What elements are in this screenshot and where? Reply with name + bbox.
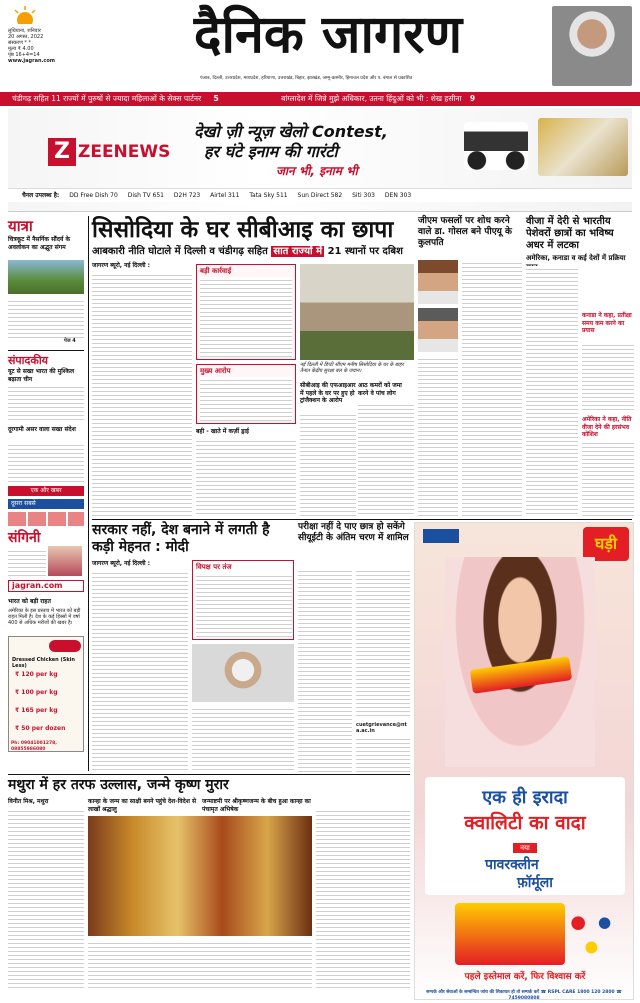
- lead-box-3-body: [196, 438, 296, 516]
- edition-label: संस्करण * *: [8, 40, 32, 46]
- editorial-title: संपादकीय: [8, 350, 84, 368]
- mathura-cap-2: जन्माष्टमी पर श्रीकृष्णजन्म के बीच हुआ कान्हा का पंचामृत अभिषेक: [202, 798, 311, 813]
- ghadi-new-tag: नया: [513, 843, 537, 853]
- teaser-left[interactable]: चंडीगढ़ सहित 11 राज्यों में पुरुषों से ज्यादा महिलाओं के सेक्स पार्टनर: [12, 94, 202, 103]
- chicken-ad-phone: Ph: 09041001278, 08855986080: [11, 741, 58, 752]
- bharat-body: अमेरिका के इस प्रस्ताव में भारत को बड़ी राहत मिली है। देश के कई हिस्सों में वर्षा 400 से अधिक मरीजों की खबर है।: [8, 608, 81, 626]
- editorial-item-1[interactable]: यूट से सख्त भारत की मुश्किल बढ़ाता चीन: [8, 368, 75, 383]
- ghadi-feature-icons: [565, 907, 631, 961]
- modi-body-2: [192, 706, 294, 772]
- visa-deck: अमेरिका, कनाडा व कई देशों में प्रक्रिया: [526, 254, 626, 262]
- visa-story[interactable]: [526, 216, 634, 516]
- ghadi-footer: पहले इस्तेमाल करें, फिर विश्वास करें: [464, 972, 586, 982]
- lead-deck: [92, 245, 414, 258]
- modi-body: [92, 570, 188, 772]
- venky-logo: [49, 640, 81, 652]
- ghadi-care-strip: सम्पर्क और सेवाओं के सम्बन्धित जांच की शिकायत हो तो सम्पर्क करें ☎ RSPL CARE 1800 120 2800 ☎ 7459080808: [426, 990, 622, 1001]
- modi-headline: सरकार नहीं, देश बनाने में लगती है कड़ी मेहनत : मोदी: [92, 522, 270, 555]
- channel-dish: Dish TV 651: [127, 192, 164, 199]
- yatra-subtitle[interactable]: चित्रकूट में नैसर्गिक सौंदर्य के अवलोकन का अद्भुत संगम: [8, 236, 71, 251]
- lead-deck-end: 21 स्थानों पर दबिश: [327, 246, 403, 257]
- teaser-left-page: 5: [213, 94, 219, 103]
- sun-logo-icon: [12, 6, 38, 24]
- yatra-title: यात्रा: [8, 217, 33, 235]
- masthead: [0, 0, 640, 90]
- modi-byline: जागरण ब्यूरो, नई दिल्ली :: [92, 560, 151, 567]
- gosal-story[interactable]: [418, 216, 522, 516]
- yatra-photo: [8, 260, 84, 294]
- dateline-city: लुधियाना, शनिवार: [8, 28, 41, 34]
- editorial-item-2[interactable]: दूरगामी असर वाला सख्त संदेश: [8, 426, 76, 433]
- chicken-price-2: ₹ 100 per kg: [15, 689, 58, 696]
- teaser-bar: [0, 92, 640, 106]
- modi-story[interactable]: [92, 522, 294, 772]
- teaser-right[interactable]: बांग्लादेश में जिन्ने मुझे अधिकार, उतना हिंदुओं को भी : शेख हसीना: [281, 94, 462, 103]
- price-label: मूल्य ₹ 4.00: [8, 46, 34, 52]
- ghadi-line2: क्वालिटी का वादा: [464, 812, 586, 834]
- left-column: [8, 216, 84, 771]
- section-rule-low: [8, 774, 410, 775]
- promo-tag: एक और खबर: [8, 486, 84, 496]
- sangini-photo: [48, 546, 82, 576]
- visa-body: [526, 266, 578, 516]
- exam-link[interactable]: cuetgrievance@nta.ac.in: [356, 722, 407, 734]
- mathura-story[interactable]: [8, 776, 410, 988]
- chicken-price-4: ₹ 50 per dozen: [15, 725, 66, 732]
- exam-story[interactable]: [298, 522, 410, 772]
- lead-photo-caption: नई दिल्ली में डिप्टी सीएम मनीष सिसोदिया के घर के बाहर तैनात केंद्रीय सुरक्षा बल के जवान।: [300, 362, 404, 374]
- zee-line1: देखो ज़ी न्यूज़ खेलो Contest,: [194, 122, 388, 141]
- zee-line3: जान भी, इनाम भी: [276, 164, 358, 178]
- channel-den: DEN 303: [384, 192, 412, 199]
- channel-tata: Tata Sky 511: [249, 192, 288, 199]
- masthead-states: पंजाब, दिल्ली, उत्तरप्रदेश, मध्यप्रदेश, हरियाणा, उत्तराखंड, बिहार, झारखंड, जम्मू-कश्मीर, हिमाचल प्रदेश और प. बंगाल से प्रकाशित: [200, 76, 413, 81]
- ghadi-detergent-ad[interactable]: [414, 522, 634, 1000]
- lead-box: [196, 264, 296, 360]
- lead-box-2-body: [200, 377, 292, 421]
- prize-items-image: [538, 118, 628, 176]
- lead-box-body: [200, 277, 292, 357]
- lead-box-2-title: मुख्य आरोप: [200, 367, 231, 375]
- lead-box-3-title: बही - खाते में कर्ज़ी ड्राई: [196, 428, 249, 435]
- mathura-body-3: [316, 808, 410, 988]
- zee-news-ad[interactable]: [8, 108, 632, 212]
- lead-sub-1-body: [300, 412, 356, 516]
- sangini-list: [8, 548, 46, 576]
- channel-siti: Siti 303: [352, 192, 375, 199]
- section-rule-mid: [92, 519, 632, 520]
- yatra-page: पेज 4: [64, 338, 76, 344]
- lead-sub-2[interactable]: आठ कमरों को जमा करने वे पांच लोग: [358, 382, 402, 397]
- zee-logo: [48, 132, 171, 176]
- lead-story[interactable]: [92, 216, 414, 516]
- lead-deck-highlight: सात राज्यों में: [273, 246, 323, 257]
- column-rule-left: [88, 216, 89, 771]
- gosal-headline: जीएम फसलों पर शोध करने वाले डा. गोसल बने पीएयू के कुलपति: [418, 216, 512, 248]
- exam-body: [298, 568, 352, 772]
- ghadi-line3: पावरक्लीन: [485, 857, 539, 873]
- ghadi-slogan-box: [425, 777, 625, 895]
- lead-sub-2-body: [358, 402, 414, 516]
- website-link[interactable]: www.jagran.com: [8, 58, 56, 64]
- visa-side-1-body: [582, 342, 634, 412]
- chicken-ad-title: Dressed Chicken (Skin Less): [12, 657, 75, 669]
- channel-d2h: D2H 723: [173, 192, 201, 199]
- modi-box-body: [196, 573, 292, 637]
- mathura-headline: मथुरा में हर तरफ उल्लास, जन्मे कृष्ण मुरार: [8, 777, 229, 793]
- exam-body-3: [356, 736, 410, 772]
- visa-side-2[interactable]: अमेरिका ने कहा, नीति वीजा देने की हरसंभव कोशिश: [582, 416, 632, 438]
- zee-brand: ZEENEWS: [78, 142, 171, 162]
- hasina-photo: [552, 6, 632, 86]
- lead-photo: [300, 264, 414, 360]
- visa-side-2-body: [582, 440, 634, 516]
- lead-body-col1: [92, 272, 192, 516]
- lead-box-title: बड़ी कार्रवाई: [200, 267, 232, 275]
- channel-sun: Sun Direct 582: [297, 192, 343, 199]
- mathura-byline: विनीत मिश्र, मथुरा: [8, 798, 49, 805]
- zee-line2: हर घंटे इनाम की गारंटी: [204, 142, 338, 161]
- lead-deck-text: आबकारी नीति घोटाले में दिल्ली व चंडीगढ़ सहित: [92, 246, 268, 257]
- editorial-body-2: [8, 442, 84, 482]
- modi-box-title: विपक्ष पर तंज: [196, 563, 232, 571]
- jagran-site[interactable]: jagran.com: [8, 580, 84, 592]
- chicken-price-1: ₹ 120 per kg: [15, 671, 58, 678]
- visa-side-1[interactable]: कनाडा ने कहा, प्रतीक्षा समय कम करने का प्रयास: [582, 312, 632, 334]
- exam-body-2: [356, 568, 410, 718]
- promo-lines: [8, 512, 84, 526]
- lead-sub-1[interactable]: सीबीआइ की एफआइआर में पहले के घर पर हुए हो ट्रांजैक्शन के आरोप: [300, 382, 356, 404]
- mathura-body-2: [88, 940, 312, 988]
- channel-strip: [8, 188, 632, 202]
- bharat-headline[interactable]: भारत को बड़ी राहत: [8, 598, 51, 605]
- modi-box: [192, 560, 294, 640]
- channel-label: चैनल उपलब्ध है:: [22, 192, 60, 199]
- channel-dd: DD Free Dish 70: [69, 192, 118, 199]
- zee-z-icon: Z: [48, 138, 76, 166]
- dateline-date: 20 अगस्त, 2022: [8, 34, 44, 40]
- mathura-photo: [88, 816, 312, 936]
- gosal-photo-1: [418, 260, 458, 304]
- gosal-body: [462, 260, 522, 516]
- channel-airtel: Airtel 311: [210, 192, 240, 199]
- mathura-cap-1: कान्हा के जन्म का साक्षी बनने पहुंचे देश-विदेश से लाखों श्रद्धालु: [88, 798, 197, 813]
- visa-headline: वीजा में देरी से भारतीय पेशेवरों छात्रों का भविष्य अधर में लटका: [526, 216, 614, 251]
- teaser-right-page: 9: [469, 94, 476, 103]
- sangini-title: संगिनी: [8, 530, 41, 546]
- ghadi-line1: एक ही इरादा: [482, 787, 568, 808]
- promo-dust: दूसरा सबसे: [8, 499, 84, 509]
- chicken-ad[interactable]: [8, 636, 84, 752]
- yatra-body: [8, 298, 84, 338]
- motorbike-image: [464, 122, 528, 170]
- editorial-body-1: [8, 384, 84, 422]
- mathura-body: [8, 808, 84, 988]
- ghadi-line4: फ़ॉर्मूला: [517, 875, 553, 891]
- lead-byline: जागरण ब्यूरो, नई दिल्ली :: [92, 262, 151, 269]
- lead-box-2: [196, 364, 296, 424]
- masthead-title: दैनिक जागरण: [193, 4, 463, 65]
- rspl-logo: [423, 529, 459, 543]
- gosal-body-2: [418, 356, 458, 516]
- pages-label: पृष्ठ 16+4=14: [8, 52, 40, 58]
- lead-headline: सिसोदिया के घर सीबीआइ का छापा: [92, 217, 394, 243]
- modi-photo: [192, 644, 294, 702]
- exam-headline: परीक्षा नहीं दे पाए छात्र हो सकेंगे सीयूईटी के अंतिम चरण में शामिल: [298, 522, 409, 543]
- chicken-price-3: ₹ 165 per kg: [15, 707, 58, 714]
- ghadi-logo-top: घड़ी: [583, 527, 629, 561]
- gosal-photo-2: [418, 308, 458, 352]
- ghadi-product-pack: [455, 903, 565, 965]
